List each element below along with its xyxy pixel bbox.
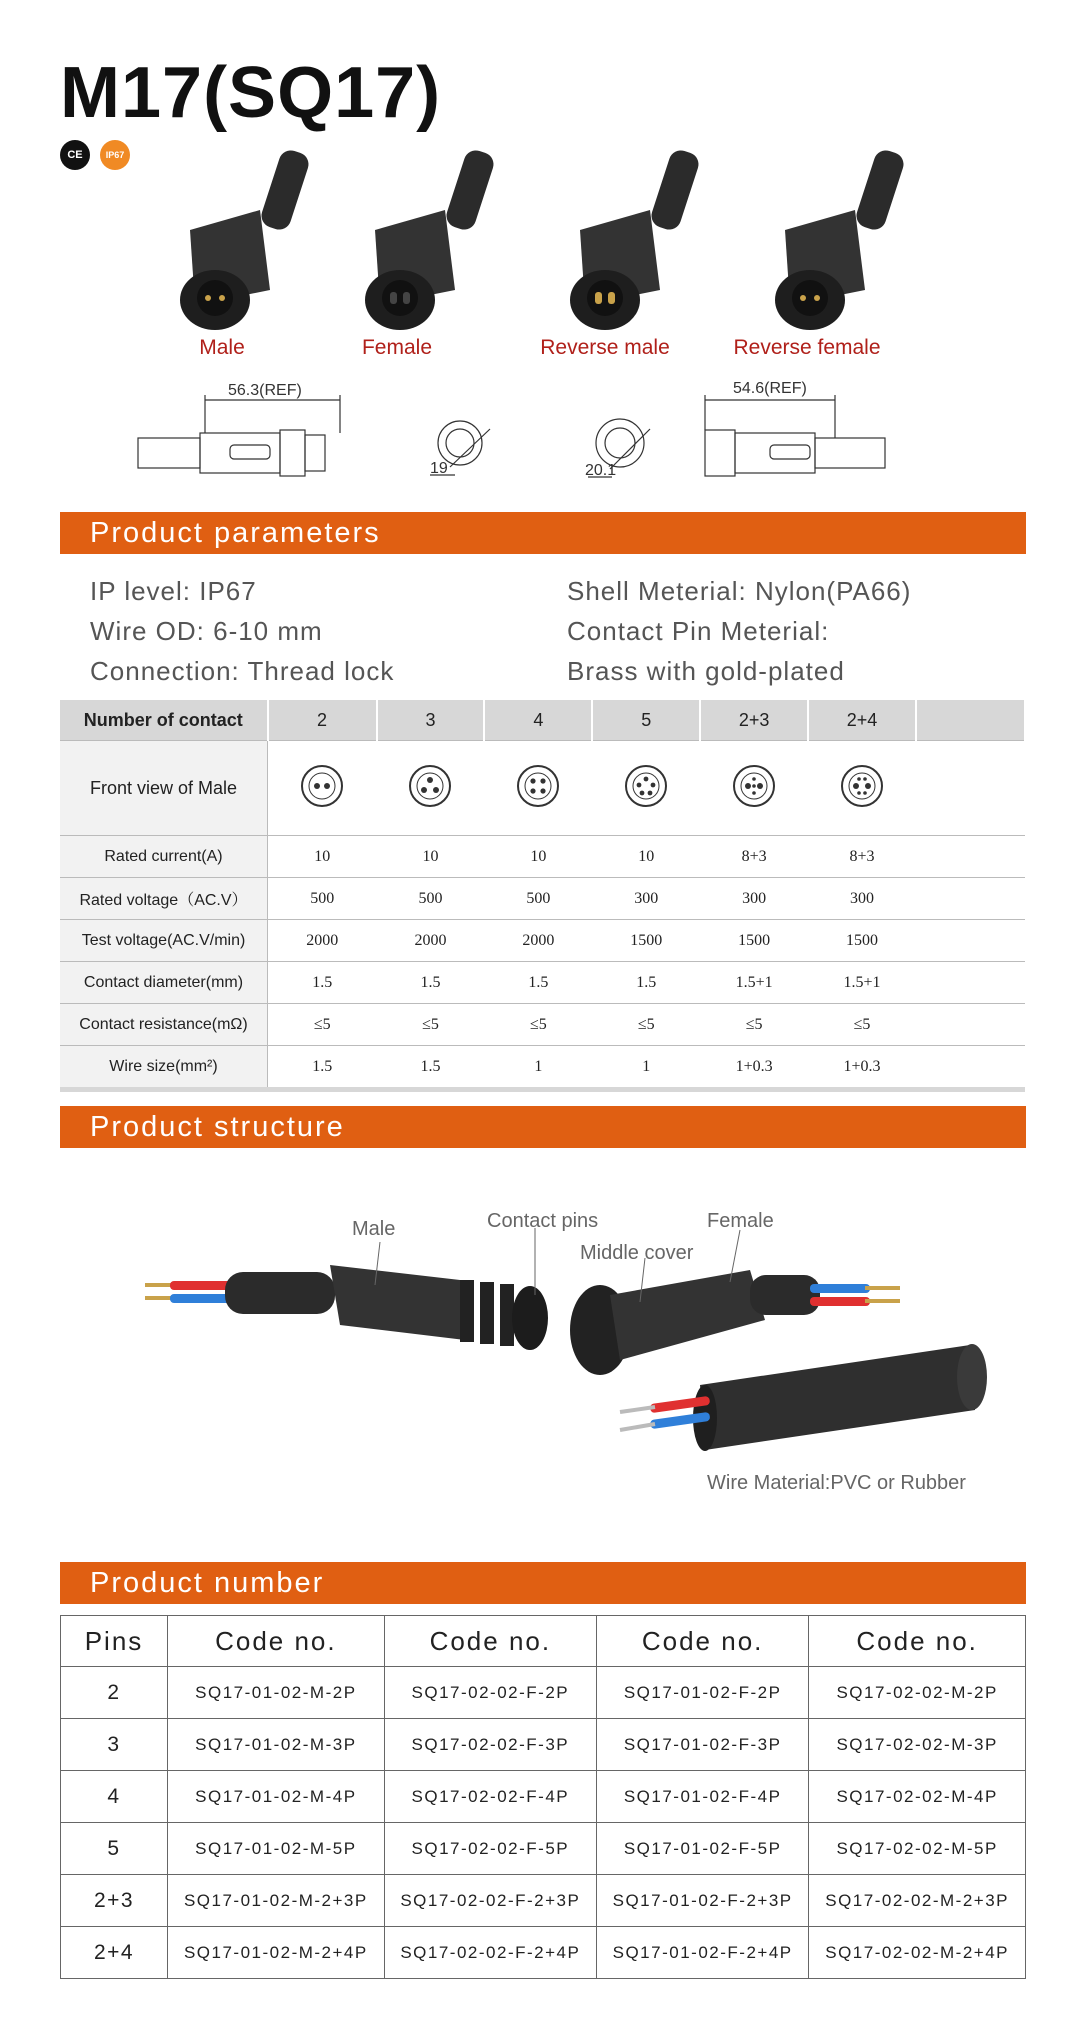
code-header-code: Code no. [168,1616,385,1667]
code-pins-cell: 2 [61,1667,168,1719]
spec-empty-cell [916,836,1025,878]
spec-cell: 1500 [808,920,916,962]
spec-cell: 1500 [592,920,700,962]
pin-layout-2-4-icon [808,741,916,836]
variant-label-reverse-female: Reverse female [733,336,881,359]
left-length-dimension: 56.3(REF) [228,382,302,399]
code-cell: SQ17-02-02-F-2+3P [384,1875,596,1927]
spec-header-cell: 3 [377,700,485,741]
spec-cell: ≤5 [268,1004,377,1046]
spec-cell: 8+3 [700,836,808,878]
spec-cell: 1.5 [377,1046,485,1090]
spec-header-row [60,700,1025,741]
page-title: M17(SQ17) [60,53,442,133]
code-cell: SQ17-02-02-M-2+4P [809,1927,1026,1979]
spec-cell: 1.5 [268,1046,377,1090]
spec-cell: 10 [484,836,592,878]
spec-row-label: Wire size(mm²) [60,1046,268,1090]
spec-row [60,962,1025,1004]
variant-label-female: Female [361,336,433,359]
spec-empty-cell [916,920,1025,962]
param-pin-material: Contact Pin Meterial: [567,616,830,646]
spec-cell: ≤5 [700,1004,808,1046]
spec-cell: 2000 [268,920,377,962]
code-pins-cell: 5 [61,1823,168,1875]
code-header-code: Code no. [596,1616,808,1667]
code-cell: SQ17-01-02-F-2+4P [596,1927,808,1979]
code-cell: SQ17-01-02-F-4P [596,1771,808,1823]
code-row [61,1667,1026,1719]
code-row [61,1771,1026,1823]
spec-empty-cell [916,741,1025,836]
spec-cell: 1+0.3 [808,1046,916,1090]
param-ip-level: IP level: IP67 [90,576,257,606]
code-row [61,1823,1026,1875]
right-length-dimension: 54.6(REF) [733,380,807,397]
code-row [61,1875,1026,1927]
structure-label-wire: Wire Material:PVC or Rubber [707,1472,966,1494]
spec-row [60,1004,1025,1046]
section-bar-number: Product number [60,1562,1026,1604]
spec-cell: 300 [592,878,700,920]
spec-header-label: Number of contact [60,700,268,741]
pin-layout-2-3-icon [700,741,808,836]
ce-mark-icon: CE [60,140,90,170]
dimension-drawings [130,375,930,490]
spec-cell: 1 [484,1046,592,1090]
spec-cell: 500 [268,878,377,920]
spec-row [60,1046,1025,1090]
param-shell-material: Shell Meterial: Nylon(PA66) [567,576,912,606]
code-cell: SQ17-01-02-F-2P [596,1667,808,1719]
male-connector-image [180,147,312,330]
spec-cell: 1.5 [592,962,700,1004]
reverse-male-connector-image [570,147,702,330]
pin-layout-4-icon [484,741,592,836]
code-cell: SQ17-02-02-F-2+4P [384,1927,596,1979]
code-table [60,1615,1026,1979]
structure-label-middle-cover: Middle cover [580,1242,694,1264]
code-cell: SQ17-02-02-F-3P [384,1719,596,1771]
spec-cell: ≤5 [377,1004,485,1046]
spec-row-label: Contact resistance(mΩ) [60,1004,268,1046]
param-wire-od: Wire OD: 6-10 mm [90,616,323,646]
spec-cell: 2000 [377,920,485,962]
code-header-pins: Pins [61,1616,168,1667]
pin-layout-2-icon [268,741,377,836]
code-cell: SQ17-02-02-F-4P [384,1771,596,1823]
code-pins-cell: 2+3 [61,1875,168,1927]
structure-label-contact-pins: Contact pins [487,1210,599,1232]
spec-table [60,700,1026,1092]
param-pin-plating: Brass with gold-plated [567,656,845,686]
code-pins-cell: 3 [61,1719,168,1771]
spec-cell: 8+3 [808,836,916,878]
structure-label-male: Male [352,1218,396,1240]
structure-label-female: Female [707,1210,774,1232]
spec-header-cell: 2+3 [700,700,808,741]
spec-cell: 1.5+1 [808,962,916,1004]
code-cell: SQ17-01-02-F-3P [596,1719,808,1771]
spec-cell: 1 [592,1046,700,1090]
code-cell: SQ17-02-02-M-3P [809,1719,1026,1771]
code-cell: SQ17-01-02-M-2+4P [168,1927,385,1979]
spec-cell: 500 [484,878,592,920]
spec-cell: ≤5 [484,1004,592,1046]
param-connection: Connection: Thread lock [90,656,395,686]
reverse-female-connector-image [775,147,907,330]
spec-row [60,920,1025,962]
spec-cell: 500 [377,878,485,920]
spec-cell: 300 [700,878,808,920]
code-row [61,1719,1026,1771]
code-row [61,1927,1026,1979]
spec-header-cell: 5 [592,700,700,741]
code-cell: SQ17-02-02-F-2P [384,1667,596,1719]
spec-empty-cell [916,1046,1025,1090]
spec-empty-cell [916,878,1025,920]
code-cell: SQ17-02-02-F-5P [384,1823,596,1875]
spec-cell: ≤5 [592,1004,700,1046]
variant-label-male: Male [199,336,245,359]
spec-cell: 2000 [484,920,592,962]
code-cell: SQ17-02-02-M-4P [809,1771,1026,1823]
spec-empty-cell [916,1004,1025,1046]
male-assembly-image [145,1265,548,1350]
spec-cell: ≤5 [808,1004,916,1046]
code-cell: SQ17-01-02-M-5P [168,1823,385,1875]
connector-variants-illustration [150,140,950,340]
code-pins-cell: 4 [61,1771,168,1823]
pin-layout-5-icon [592,741,700,836]
spec-header-empty [916,700,1025,741]
wire-cross-section-image [620,1344,987,1451]
spec-header-cell: 2+4 [808,700,916,741]
code-header-code: Code no. [809,1616,1026,1667]
spec-cell: 1+0.3 [700,1046,808,1090]
structure-illustration [130,1200,1010,1510]
code-cell: SQ17-01-02-F-5P [596,1823,808,1875]
spec-row-label: Rated voltage（AC.V） [60,878,268,920]
spec-row-label: Contact diameter(mm) [60,962,268,1004]
code-cell: SQ17-01-02-M-4P [168,1771,385,1823]
left-diameter-dimension: 19 [430,460,448,477]
spec-cell: 10 [377,836,485,878]
spec-cell: 1.5 [484,962,592,1004]
spec-header-cell: 4 [484,700,592,741]
spec-cell: 300 [808,878,916,920]
spec-front-view-label: Front view of Male [60,741,268,836]
section-bar-parameters: Product parameters [60,512,1026,554]
variant-label-reverse-male: Reverse male [540,336,670,359]
female-connector-image [365,147,497,330]
spec-row [60,878,1025,920]
spec-cell: 1.5+1 [700,962,808,1004]
code-cell: SQ17-02-02-M-2P [809,1667,1026,1719]
spec-row-label: Test voltage(AC.V/min) [60,920,268,962]
spec-front-view-row [60,741,1025,836]
spec-row [60,836,1025,878]
code-header-row [61,1616,1026,1667]
ip67-badge-icon: IP67 [100,140,130,170]
spec-cell: 1.5 [268,962,377,1004]
code-cell: SQ17-02-02-M-5P [809,1823,1026,1875]
code-header-code: Code no. [384,1616,596,1667]
spec-row-label: Rated current(A) [60,836,268,878]
code-cell: SQ17-02-02-M-2+3P [809,1875,1026,1927]
spec-cell: 10 [592,836,700,878]
spec-cell: 1500 [700,920,808,962]
spec-header-cell: 2 [268,700,377,741]
pin-layout-3-icon [377,741,485,836]
spec-empty-cell [916,962,1025,1004]
spec-cell: 1.5 [377,962,485,1004]
section-bar-structure: Product structure [60,1106,1026,1148]
code-cell: SQ17-01-02-M-3P [168,1719,385,1771]
code-cell: SQ17-01-02-M-2P [168,1667,385,1719]
female-assembly-image [570,1270,900,1375]
code-cell: SQ17-01-02-M-2+3P [168,1875,385,1927]
code-pins-cell: 2+4 [61,1927,168,1979]
right-diameter-dimension: 20.1 [585,462,617,479]
code-cell: SQ17-01-02-F-2+3P [596,1875,808,1927]
spec-cell: 10 [268,836,377,878]
